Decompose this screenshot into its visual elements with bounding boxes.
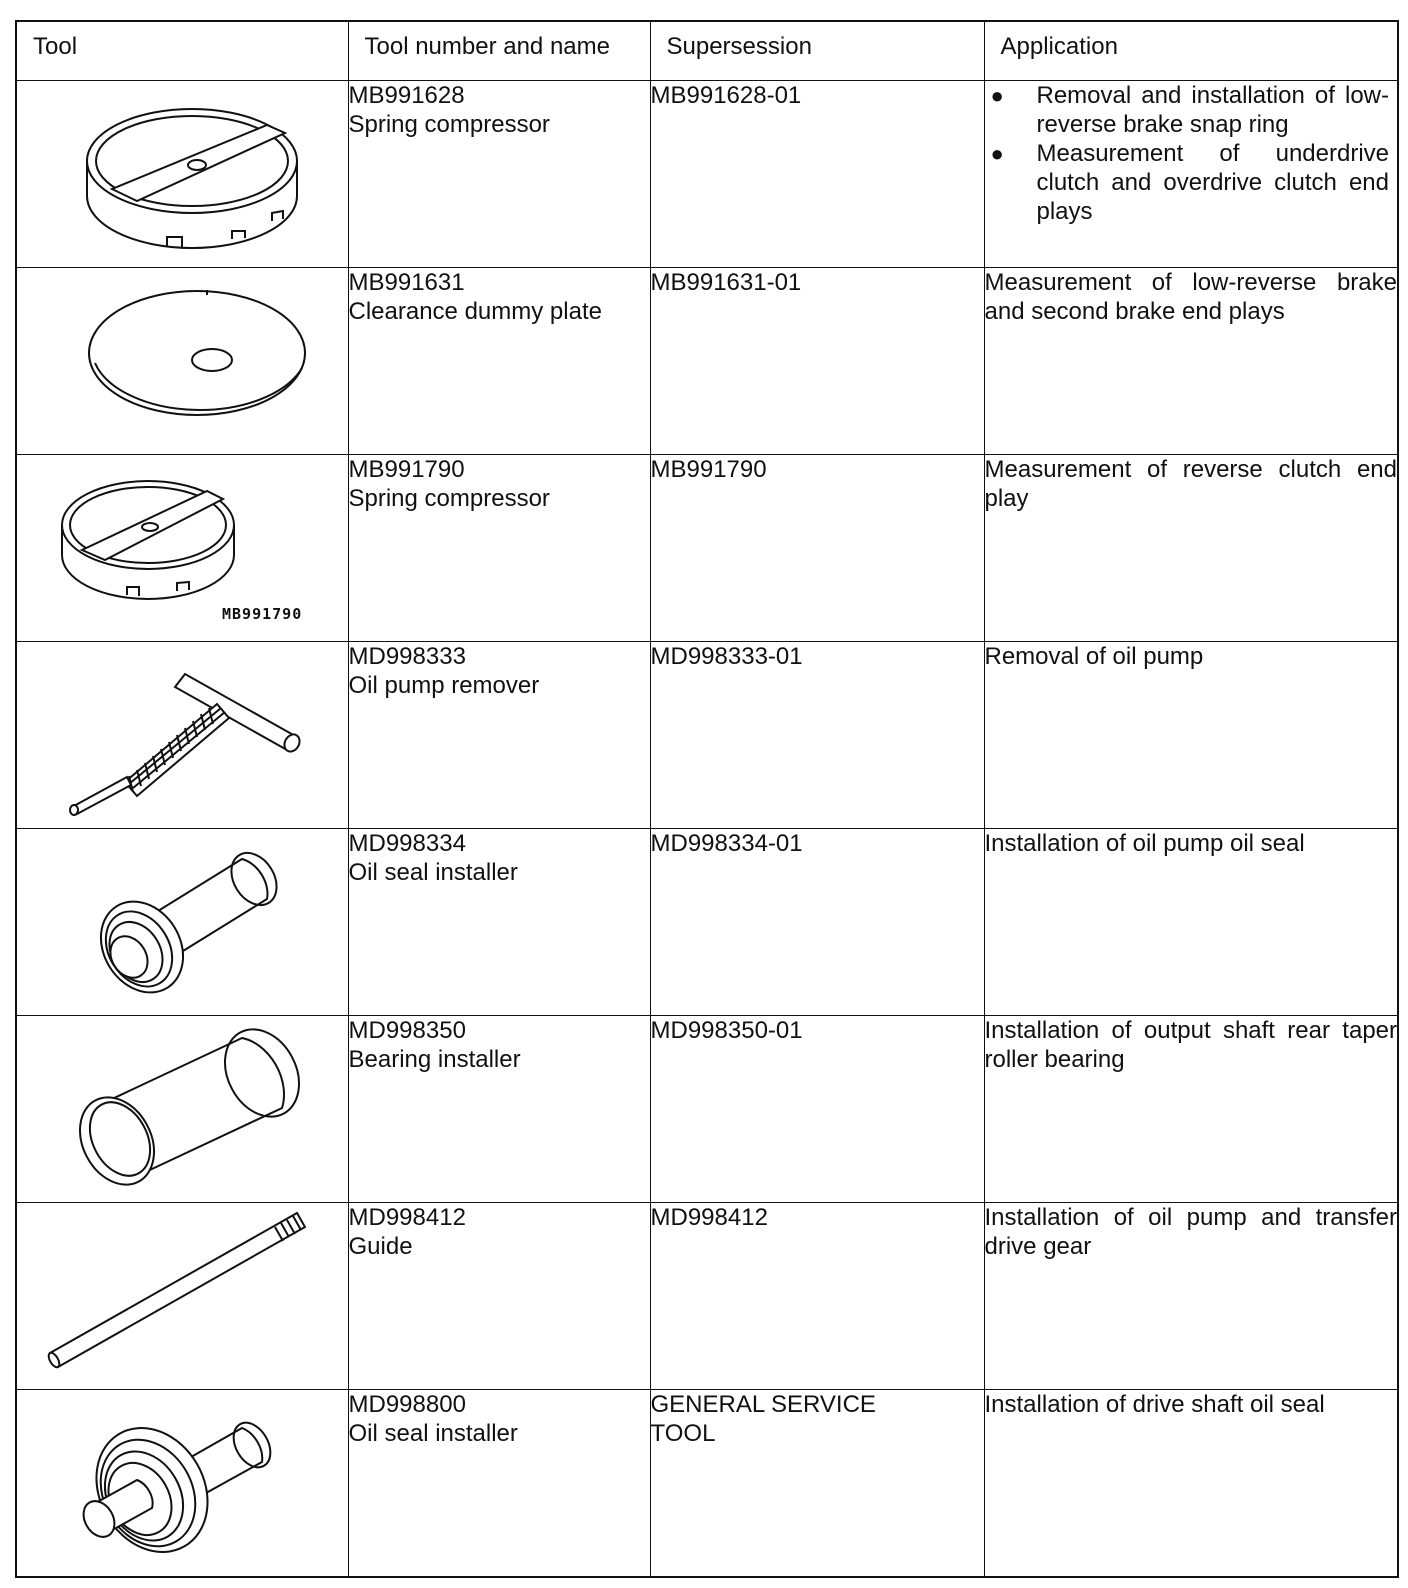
table-row bbox=[16, 1390, 1398, 1577]
tool-image-cell bbox=[16, 829, 348, 1016]
tool-image-cell bbox=[16, 1203, 348, 1390]
table-header-row bbox=[16, 21, 1398, 81]
tool-number-cell bbox=[348, 642, 650, 829]
tool-name: Clearance dummy plate bbox=[348, 298, 602, 325]
application-text: Installation of oil pump and transfer drive gear bbox=[984, 1204, 1397, 1260]
application-item: ● Removal and installation of low-reverse brake snap ring bbox=[990, 82, 1389, 138]
application-cell bbox=[984, 642, 1398, 829]
supersession-value: MB991790 bbox=[650, 456, 767, 483]
tool-image-cell bbox=[16, 81, 348, 268]
application-text: Installation of output shaft rear taper roller bearing bbox=[984, 1017, 1397, 1073]
oil-seal-installer-icon bbox=[17, 1390, 347, 1575]
supersession-cell bbox=[650, 1203, 984, 1390]
supersession-cell bbox=[650, 455, 984, 642]
application-cell bbox=[984, 1203, 1398, 1390]
tool-number-cell bbox=[348, 1203, 650, 1390]
application-cell bbox=[984, 1390, 1398, 1577]
tool-number-cell bbox=[348, 81, 650, 268]
tool-image-cell bbox=[16, 1016, 348, 1203]
tool-name: Oil seal installer bbox=[348, 859, 518, 886]
tool-number-cell bbox=[348, 1016, 650, 1203]
application-cell bbox=[984, 829, 1398, 1016]
supersession-line: GENERAL SERVICE bbox=[650, 1391, 876, 1418]
tool-number: MD998350 bbox=[348, 1017, 466, 1044]
header-tool-number: Tool number and name bbox=[348, 21, 650, 81]
tool-name: Guide bbox=[348, 1233, 413, 1260]
application-item: ● Measurement of underdrive clutch and overdrive clutch end plays bbox=[990, 140, 1389, 225]
supersession-value: MD998333-01 bbox=[650, 643, 803, 670]
tool-number-cell bbox=[348, 829, 650, 1016]
tool-number: MB991790 bbox=[348, 456, 465, 483]
tool-number: MD998334 bbox=[348, 830, 466, 857]
supersession-cell bbox=[650, 642, 984, 829]
supersession-cell bbox=[650, 1016, 984, 1203]
tool-image-cell bbox=[16, 642, 348, 829]
bearing-installer-icon bbox=[17, 1016, 347, 1201]
tool-number-cell bbox=[348, 268, 650, 455]
application-list bbox=[985, 81, 1390, 226]
tool-name: Oil seal installer bbox=[348, 1420, 518, 1447]
supersession-line: TOOL bbox=[650, 1420, 716, 1447]
tool-image-cell bbox=[16, 1390, 348, 1577]
application-cell bbox=[984, 268, 1398, 455]
tool-image-label: MB991790 bbox=[222, 605, 303, 623]
application-cell bbox=[984, 81, 1398, 268]
application-text: Installation of drive shaft oil seal bbox=[984, 1391, 1325, 1418]
supersession-value: MD998412 bbox=[650, 1204, 768, 1231]
table-row bbox=[16, 1203, 1398, 1390]
table-row bbox=[16, 642, 1398, 829]
bullet-icon: ● bbox=[990, 83, 1004, 108]
application-cell bbox=[984, 1016, 1398, 1203]
supersession-value: MD998350-01 bbox=[650, 1017, 803, 1044]
application-text: Measurement of reverse clutch end play bbox=[984, 456, 1397, 512]
special-tools-table bbox=[15, 20, 1399, 1578]
guide-rod-icon bbox=[17, 1203, 347, 1388]
application-text: Removal of oil pump bbox=[984, 643, 1204, 670]
application-text: Measurement of low-reverse brake and second brake end plays bbox=[984, 269, 1397, 325]
application-text: Installation of oil pump oil seal bbox=[984, 830, 1305, 857]
tool-name: Spring compressor bbox=[348, 485, 550, 512]
supersession-value: MB991631-01 bbox=[650, 269, 802, 296]
header-supersession: Supersession bbox=[650, 21, 984, 81]
supersession-cell bbox=[650, 81, 984, 268]
supersession-value: MD998334-01 bbox=[650, 830, 803, 857]
tool-name: Spring compressor bbox=[348, 111, 550, 138]
tool-number-cell bbox=[348, 1390, 650, 1577]
tool-number: MD998800 bbox=[348, 1391, 466, 1418]
tool-image-cell bbox=[16, 455, 348, 642]
tool-number-cell bbox=[348, 455, 650, 642]
table-row bbox=[16, 1016, 1398, 1203]
tool-number: MB991631 bbox=[348, 269, 465, 296]
table-row bbox=[16, 268, 1398, 455]
spring-compressor-icon bbox=[17, 81, 347, 266]
bullet-icon: ● bbox=[990, 141, 1004, 166]
spring-compressor-icon bbox=[17, 455, 347, 640]
supersession-cell bbox=[650, 268, 984, 455]
tool-name: Bearing installer bbox=[348, 1046, 521, 1073]
tool-number: MB991628 bbox=[348, 82, 465, 109]
tool-image-cell bbox=[16, 268, 348, 455]
oil-seal-installer-icon bbox=[17, 829, 347, 1014]
header-tool: Tool bbox=[16, 21, 348, 81]
supersession-cell bbox=[650, 829, 984, 1016]
table-row bbox=[16, 829, 1398, 1016]
application-cell bbox=[984, 455, 1398, 642]
tool-number: MD998412 bbox=[348, 1204, 466, 1231]
table-row bbox=[16, 81, 1398, 268]
supersession-value: MB991628-01 bbox=[650, 82, 802, 109]
clearance-dummy-plate-icon bbox=[17, 268, 347, 453]
tool-number: MD998333 bbox=[348, 643, 466, 670]
tool-name: Oil pump remover bbox=[348, 672, 540, 699]
table-row bbox=[16, 455, 1398, 642]
header-application: Application bbox=[984, 21, 1398, 81]
supersession-cell bbox=[650, 1390, 984, 1577]
oil-pump-remover-icon bbox=[17, 642, 347, 827]
